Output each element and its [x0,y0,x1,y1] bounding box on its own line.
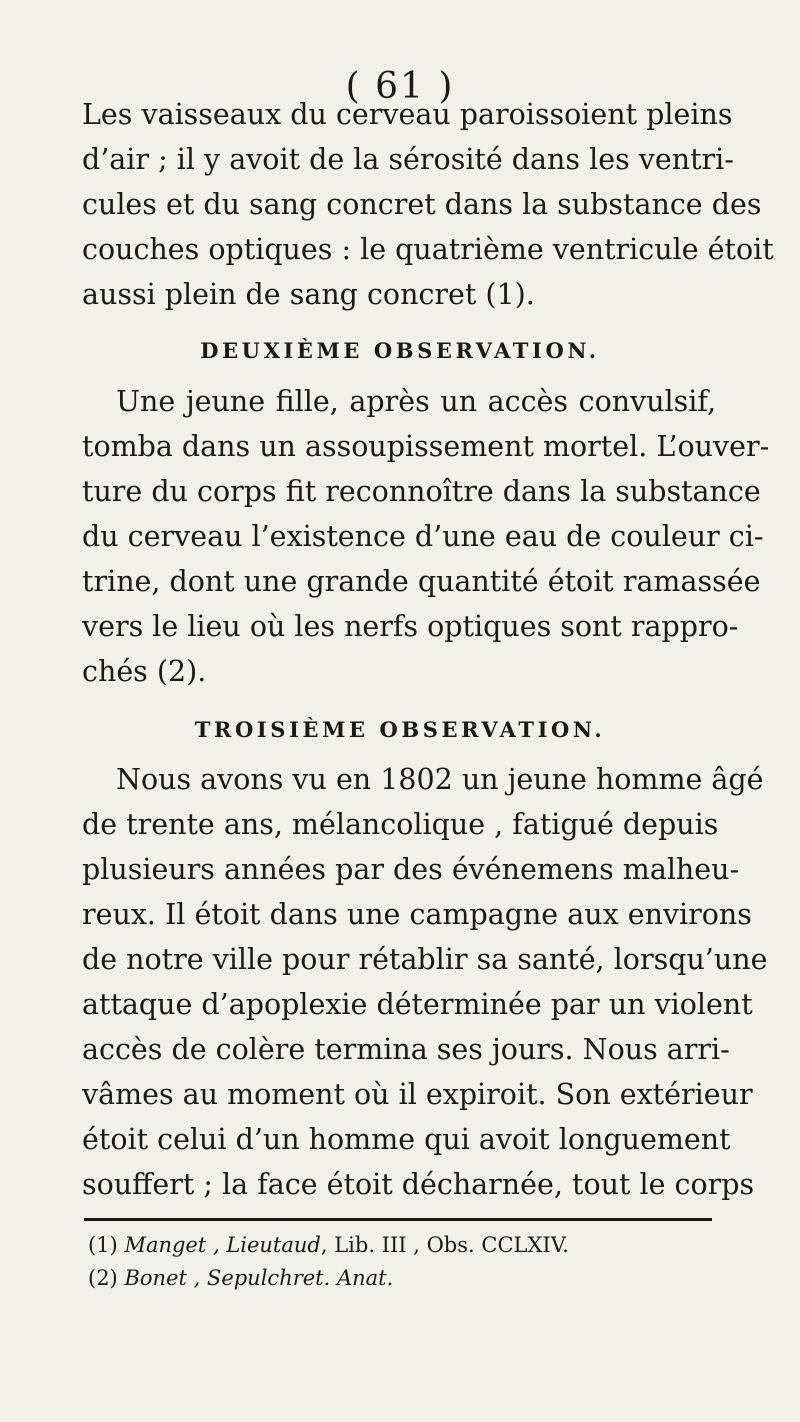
footnote-1-authors: Manget , Lieutaud [124,1233,321,1257]
paragraph-2-line-1: Une jeune fille, après un accès convulsif, [116,385,716,418]
paragraph-2-line-5: trine, dont une grande quantité étoit ramassée [82,565,761,598]
paragraph-2-line-2: tomba dans un assoupissement mortel. L’ouver- [82,430,770,463]
paragraph-2-line-3: ture du corps fit reconnoître dans la substance [82,475,761,508]
footnote-1 [88,1230,569,1260]
paragraph-3-line-2: de trente ans, mélancolique , fatigué depuis [82,808,719,841]
paragraph-3-line-1: Nous avons vu en 1802 un jeune homme âgé [116,763,764,796]
footnote-2-mark: (2) [88,1266,118,1290]
paragraph-3-line-9: étoit celui d’un homme qui avoit longuement [82,1123,731,1156]
paragraph-3-line-5: de notre ville pour rétablir sa santé, lorsqu’une [82,943,768,976]
section-heading-deuxieme: DEUXIÈME OBSERVATION. [200,338,600,363]
paragraph-3-line-10: souffert ; la face étoit décharnée, tout le corps [82,1168,755,1201]
paragraph-1-line-3: cules et du sang concret dans la substance des [82,188,762,221]
footnote-1-mark: (1) [88,1233,118,1257]
paragraph-3-line-3: plusieurs années par des événemens malheu- [82,853,740,886]
paragraph-1-line-2: d’air ; il y avoit de la sérosité dans les ventri- [82,143,734,176]
paragraph-3-line-4: reux. Il étoit dans une campagne aux environs [82,898,752,931]
paragraph-2-line-4: du cerveau l’existence d’une eau de couleur ci- [82,520,764,553]
paragraph-1-line-5: aussi plein de sang concret (1). [82,278,535,311]
paragraph-3-line-6: attaque d’apoplexie déterminée par un violent [82,988,753,1021]
section-heading-troisieme: TROISIÈME OBSERVATION. [194,717,606,742]
footnote-2-reference: Bonet , Sepulchret. Anat. [124,1266,394,1290]
paragraph-2-line-6: vers le lieu où les nerfs optiques sont rappro- [82,610,739,643]
paragraph-2-line-7: chés (2). [82,655,207,688]
paragraph-1-line-1: Les vaisseaux du cerveau paroissoient pleins [82,98,733,131]
paragraph-3-line-8: vâmes au moment où il expiroit. Son extérieur [82,1078,753,1111]
paragraph-3-line-7: accès de colère termina ses jours. Nous arri- [82,1033,730,1066]
footnote-rule [84,1218,712,1221]
footnote-1-reference: , Lib. III , Obs. CCLXIV. [320,1233,569,1257]
page-number: ( 61 ) [345,66,455,107]
paragraph-1-line-4: couches optiques : le quatrième ventricule étoit [82,233,774,266]
footnote-2 [88,1263,393,1293]
